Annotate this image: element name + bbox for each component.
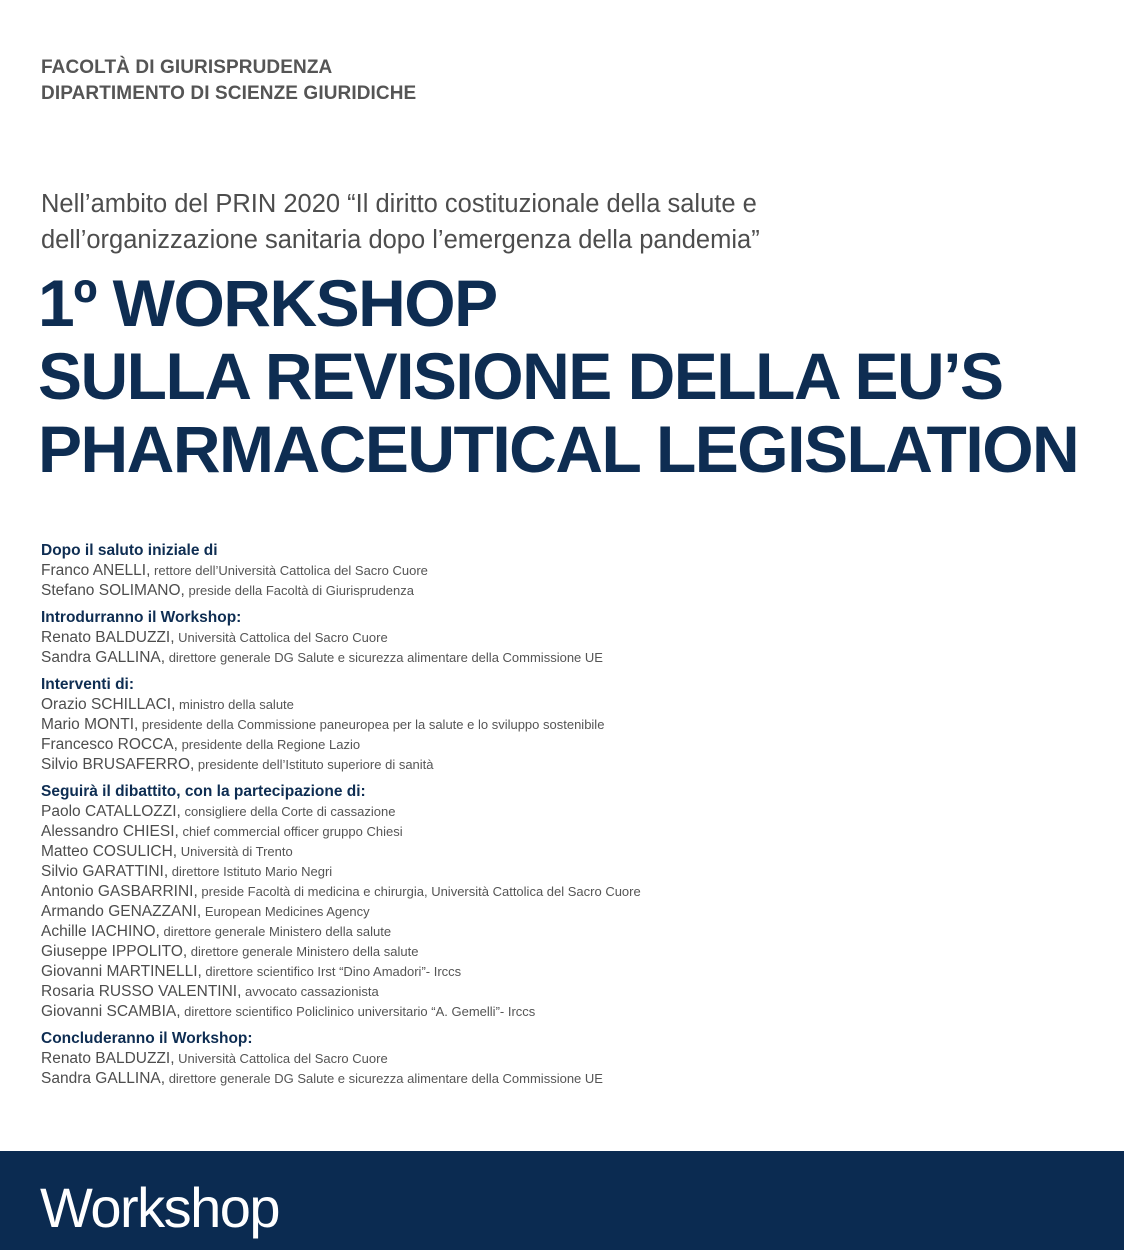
speaker-role: European Medicines Agency — [201, 904, 370, 919]
speaker-name: Giuseppe IPPOLITO, — [41, 943, 188, 960]
speaker-name: Matteo COSULICH, — [41, 843, 178, 860]
speaker-name: Silvio GARATTINI, — [41, 863, 169, 880]
speaker-row — [41, 882, 1081, 902]
section-greetings — [41, 540, 1081, 601]
intro-line-2: dell’organizzazione sanitaria dopo l’emergenza della pandemia” — [41, 226, 760, 254]
speaker-row — [41, 1002, 1081, 1022]
faculty-name: FACOLTÀ DI GIURISPRUDENZA — [41, 57, 333, 78]
section-heading: Introdurranno il Workshop: — [41, 609, 242, 626]
speaker-role: avvocato cassazionista — [241, 984, 379, 999]
speaker-row — [41, 1049, 1081, 1069]
speaker-role: direttore scientifico Policlinico universitario “A. Gemelli”- Irccs — [180, 1004, 536, 1019]
speaker-name: Antonio GASBARRINI, — [41, 883, 198, 900]
speaker-role: direttore scientifico Irst “Dino Amadori”- Irccs — [201, 964, 462, 979]
department-name: DIPARTIMENTO DI SCIENZE GIURIDICHE — [41, 83, 417, 104]
section-interventions — [41, 674, 1081, 775]
speaker-row — [41, 1069, 1081, 1089]
event-title — [38, 267, 1078, 486]
intro-line-1: Nell’ambito del PRIN 2020 “Il diritto costituzionale della salute e — [41, 190, 757, 218]
title-line-1: 1º WORKSHOP — [38, 266, 497, 340]
footer-label: Workshop — [40, 1176, 280, 1239]
section-heading: Dopo il saluto iniziale di — [41, 542, 218, 559]
speaker-name: Giovanni MARTINELLI, — [41, 963, 202, 980]
section-heading: Interventi di: — [41, 676, 135, 693]
speaker-name: Giovanni SCAMBIA, — [41, 1003, 181, 1020]
speaker-row — [41, 735, 1081, 755]
speaker-row — [41, 902, 1081, 922]
section-heading: Seguirà il dibattito, con la partecipazione di: — [41, 783, 366, 800]
speaker-name: Achille IACHINO, — [41, 923, 160, 940]
section-debate — [41, 781, 1081, 1022]
speaker-row — [41, 648, 1081, 668]
speaker-name: Stefano SOLIMANO, — [41, 582, 185, 599]
speaker-role: direttore generale DG Salute e sicurezza alimentare della Commissione UE — [165, 650, 603, 665]
speaker-role: direttore generale DG Salute e sicurezza alimentare della Commissione UE — [165, 1071, 603, 1086]
speaker-row — [41, 862, 1081, 882]
speaker-name: Sandra GALLINA, — [41, 1070, 166, 1087]
intro-text — [41, 186, 760, 258]
speaker-role: Università Cattolica del Sacro Cuore — [174, 630, 388, 645]
program — [41, 540, 1081, 1095]
speaker-row — [41, 581, 1081, 601]
speaker-role: preside della Facoltà di Giurisprudenza — [184, 583, 414, 598]
speaker-row — [41, 755, 1081, 775]
speaker-name: Sandra GALLINA, — [41, 649, 166, 666]
speaker-row — [41, 962, 1081, 982]
section-introduction — [41, 607, 1081, 668]
speaker-name: Paolo CATALLOZZI, — [41, 803, 181, 820]
speaker-role: direttore generale Ministero della salute — [159, 924, 392, 939]
speaker-role: presidente della Regione Lazio — [177, 737, 361, 752]
speaker-name: Francesco ROCCA, — [41, 736, 178, 753]
footer-banner — [0, 1151, 1124, 1250]
speaker-name: Franco ANELLI, — [41, 562, 151, 579]
institution-header — [41, 55, 416, 107]
speaker-role: direttore Istituto Mario Negri — [168, 864, 333, 879]
speaker-name: Mario MONTI, — [41, 716, 139, 733]
speaker-role: presidente dell’Istituto superiore di sanità — [194, 757, 434, 772]
speaker-name: Silvio BRUSAFERRO, — [41, 756, 195, 773]
speaker-row — [41, 942, 1081, 962]
speaker-name: Rosaria RUSSO VALENTINI, — [41, 983, 242, 1000]
speaker-role: direttore generale Ministero della salute — [187, 944, 419, 959]
speaker-row — [41, 695, 1081, 715]
speaker-row — [41, 561, 1081, 581]
speaker-row — [41, 842, 1081, 862]
speaker-role: presidente della Commissione paneuropea per la salute e lo sviluppo sostenibile — [138, 717, 605, 732]
section-conclusion — [41, 1028, 1081, 1089]
speaker-row — [41, 922, 1081, 942]
speaker-name: Renato BALDUZZI, — [41, 1050, 175, 1067]
speaker-name: Renato BALDUZZI, — [41, 629, 175, 646]
speaker-role: consigliere della Corte di cassazione — [180, 804, 396, 819]
speaker-row — [41, 715, 1081, 735]
speaker-row — [41, 982, 1081, 1002]
speaker-role: preside Facoltà di medicina e chirurgia, Università Cattolica del Sacro Cuore — [197, 884, 641, 899]
speaker-name: Alessandro CHIESI, — [41, 823, 179, 840]
section-heading: Concluderanno il Workshop: — [41, 1030, 253, 1047]
speaker-role: rettore dell’Università Cattolica del Sacro Cuore — [150, 563, 428, 578]
speaker-name: Armando GENAZZANI, — [41, 903, 202, 920]
speaker-name: Orazio SCHILLACI, — [41, 696, 176, 713]
title-line-2: SULLA REVISIONE DELLA EU’S — [38, 339, 1003, 413]
speaker-row — [41, 628, 1081, 648]
speaker-role: Università Cattolica del Sacro Cuore — [174, 1051, 388, 1066]
title-line-3: PHARMACEUTICAL LEGISLATION — [38, 412, 1079, 486]
speaker-row — [41, 802, 1081, 822]
speaker-role: ministro della salute — [175, 697, 294, 712]
speaker-role: Università di Trento — [177, 844, 293, 859]
speaker-role: chief commercial officer gruppo Chiesi — [178, 824, 403, 839]
speaker-row — [41, 822, 1081, 842]
